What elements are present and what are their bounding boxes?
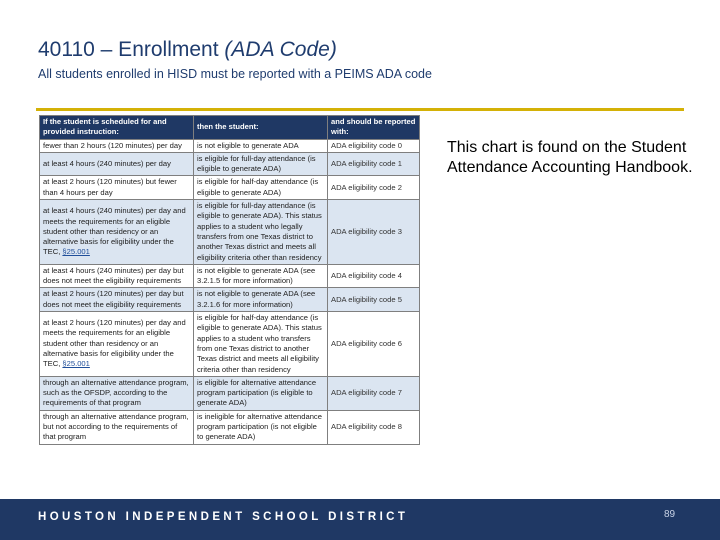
table-row — [40, 264, 420, 288]
table-cell: is ineligible for alternative attendance program participation (is not eligible to generate ADA) — [194, 410, 328, 444]
table-cell: through an alternative attendance program, but not according to the requirements of that program — [40, 410, 194, 444]
slide-subtitle: All students enrolled in HISD must be reported with a PEIMS ADA code — [38, 67, 432, 81]
table-cell: ADA eligibility code 8 — [328, 410, 420, 444]
table-cell — [40, 200, 194, 265]
table-header-cell: and should be reported with: — [328, 116, 420, 140]
table-cell: is eligible for alternative attendance program participation (is eligible to generate ADA) — [194, 376, 328, 410]
table-cell: is not eligible to generate ADA (see 3.2.1.5 for more information) — [194, 264, 328, 288]
table-row — [40, 176, 420, 200]
ada-eligibility-table — [39, 115, 420, 445]
table-cell: is eligible for half-day attendance (is eligible to generate ADA) — [194, 176, 328, 200]
table-row — [40, 376, 420, 410]
table-header-row — [40, 116, 420, 140]
table-cell: ADA eligibility code 7 — [328, 376, 420, 410]
table-row — [40, 410, 420, 444]
table-row — [40, 139, 420, 152]
table-cell: through an alternative attendance program, such as the OFSDP, according to the requirements of that program — [40, 376, 194, 410]
slide-title — [38, 38, 337, 62]
footer-bar — [0, 499, 720, 540]
title-divider — [36, 108, 684, 111]
table-cell-text: at least 2 hours (120 minutes) per day and meets the requirements for an eligible student other than residency or an alternative basis for eligibility under the TEC, — [43, 318, 186, 369]
table-cell: ADA eligibility code 2 — [328, 176, 420, 200]
handbook-note: This chart is found on the Student Attendance Accounting Handbook. — [447, 139, 693, 176]
table-cell: ADA eligibility code 4 — [328, 264, 420, 288]
slide-title-main: 40110 – Enrollment — [38, 38, 225, 61]
table-header-cell: If the student is scheduled for and provided instruction: — [40, 116, 194, 140]
table-row — [40, 152, 420, 176]
table-cell: is eligible for half-day attendance (is eligible to generate ADA). This status applies to a student who transfers from one Texas district to another Texas district and meets all eligibility criteria other than residency — [194, 312, 328, 377]
slide-title-code: (ADA Code) — [224, 38, 337, 61]
table-row — [40, 288, 420, 312]
page-number: 89 — [664, 509, 676, 520]
table-row — [40, 312, 420, 377]
footer-brand: HOUSTON INDEPENDENT SCHOOL DISTRICT — [38, 511, 409, 523]
table-cell: ADA eligibility code 0 — [328, 139, 420, 152]
table-cell: fewer than 2 hours (120 minutes) per day — [40, 139, 194, 152]
table-row — [40, 200, 420, 265]
table-cell: ADA eligibility code 3 — [328, 200, 420, 265]
table-cell: at least 2 hours (120 minutes) per day but does not meet the eligibility requirements — [40, 288, 194, 312]
table-cell — [40, 312, 194, 377]
table-cell-text: at least 4 hours (240 minutes) per day and meets the requirements for an eligible student other than residency or an alternative basis for eligibility under the TEC, — [43, 206, 186, 257]
table-cell: is eligible for full-day attendance (is eligible to generate ADA). This status applies to a student who legally transfers from one Texas district to another Texas district and meets all eligibility criteria other than residency — [194, 200, 328, 265]
tec-reference-link[interactable]: §25.001 — [62, 247, 90, 257]
table-cell: ADA eligibility code 5 — [328, 288, 420, 312]
table-cell: at least 4 hours (240 minutes) per day but does not meet the eligibility requirements — [40, 264, 194, 288]
tec-reference-link[interactable]: §25.001 — [62, 359, 90, 369]
table-cell: is not eligible to generate ADA — [194, 139, 328, 152]
table-cell: is eligible for full-day attendance (is eligible to generate ADA) — [194, 152, 328, 176]
table-cell: ADA eligibility code 1 — [328, 152, 420, 176]
table-cell: is not eligible to generate ADA (see 3.2.1.6 for more information) — [194, 288, 328, 312]
table-cell: at least 4 hours (240 minutes) per day — [40, 152, 194, 176]
table-cell: ADA eligibility code 6 — [328, 312, 420, 377]
table-header-cell: then the student: — [194, 116, 328, 140]
table-cell: at least 2 hours (120 minutes) but fewer than 4 hours per day — [40, 176, 194, 200]
